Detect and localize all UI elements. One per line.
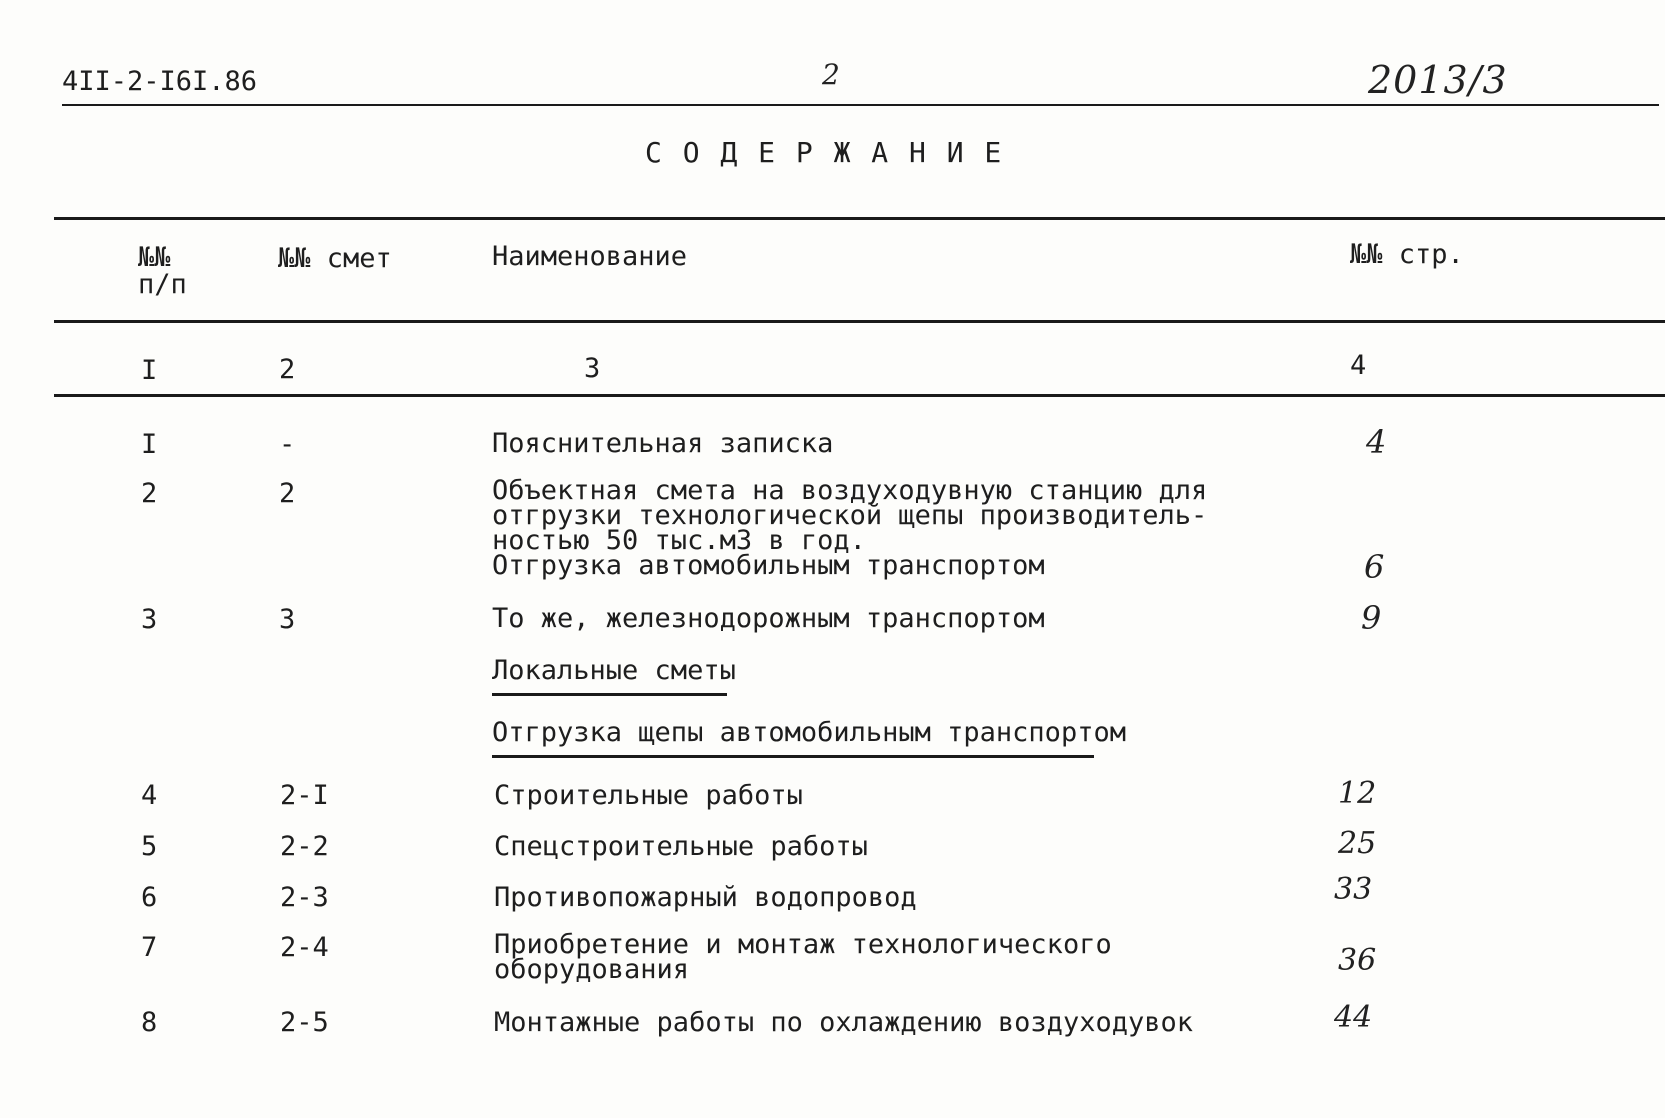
row-6-estimate: 2-3 [280,882,329,913]
row-1-name: Пояснительная записка [492,428,834,459]
section-heading-local-estimates: Локальные сметы [492,655,736,686]
column-number-4: 4 [1350,350,1367,381]
row-1-num: I [141,429,158,460]
row-5-num: 5 [141,831,158,862]
row-2-name: Объектная смета на воздуходувную станцию для отгрузки технологической щепы производитель- ностью 50 тыс.м3 в год. Отгрузка автомобильным транспортом [492,475,1208,581]
column-number-1: I [141,355,158,386]
row-1-estimate: - [279,429,296,460]
header-divider-rule [54,320,1665,323]
sheet-reference: 2013/3 [1368,58,1508,102]
column-header-page: №№ стр. [1350,239,1464,270]
row-7-name: Приобретение и монтаж технологического оборудования [494,929,1112,985]
row-5-page: 25 [1338,826,1377,861]
column-number-2: 2 [279,354,296,385]
section-underline-truck-shipping [492,755,1094,758]
column-numbers-rule [54,394,1665,397]
column-header-name: Наименование [492,241,688,272]
section-underline-local-estimates [492,693,727,696]
row-4-num: 4 [141,780,158,811]
row-1-page: 4 [1366,423,1387,461]
row-2-num: 2 [141,478,158,509]
row-8-page: 44 [1334,1000,1373,1035]
row-6-name: Противопожарный водопровод [494,882,917,913]
row-7-page: 36 [1338,943,1377,978]
row-8-name: Монтажные работы по охлаждению воздуходувок [494,1007,1193,1038]
page-title: С О Д Е Р Ж А Н И Е [645,136,1004,169]
row-2-page: 6 [1364,548,1385,586]
row-8-estimate: 2-5 [280,1007,329,1038]
section-heading-truck-shipping: Отгрузка щепы автомобильным транспортом [492,717,1126,748]
column-header-item-number: №№ п/п [138,242,187,300]
row-2-estimate: 2 [279,478,296,509]
row-6-num: 6 [141,882,158,913]
column-number-3: 3 [584,353,601,384]
page-number: 2 [822,58,840,91]
column-header-estimate-number: №№ смет [278,243,392,274]
table-top-rule [54,217,1665,220]
row-6-page: 33 [1334,872,1373,907]
row-4-name: Строительные работы [494,780,803,811]
row-4-estimate: 2-I [280,780,329,811]
row-5-name: Спецстроительные работы [494,831,868,862]
header-rule [62,104,1659,106]
row-8-num: 8 [141,1007,158,1038]
row-3-page: 9 [1361,599,1382,637]
row-3-name: То же, железнодорожным транспортом [492,603,1045,634]
row-3-num: 3 [141,604,158,635]
row-3-estimate: 3 [279,604,296,635]
row-7-estimate: 2-4 [280,932,329,963]
row-7-num: 7 [141,932,158,963]
document-code: 4II-2-I6I.86 [62,66,258,97]
row-4-page: 12 [1338,776,1377,811]
row-5-estimate: 2-2 [280,831,329,862]
